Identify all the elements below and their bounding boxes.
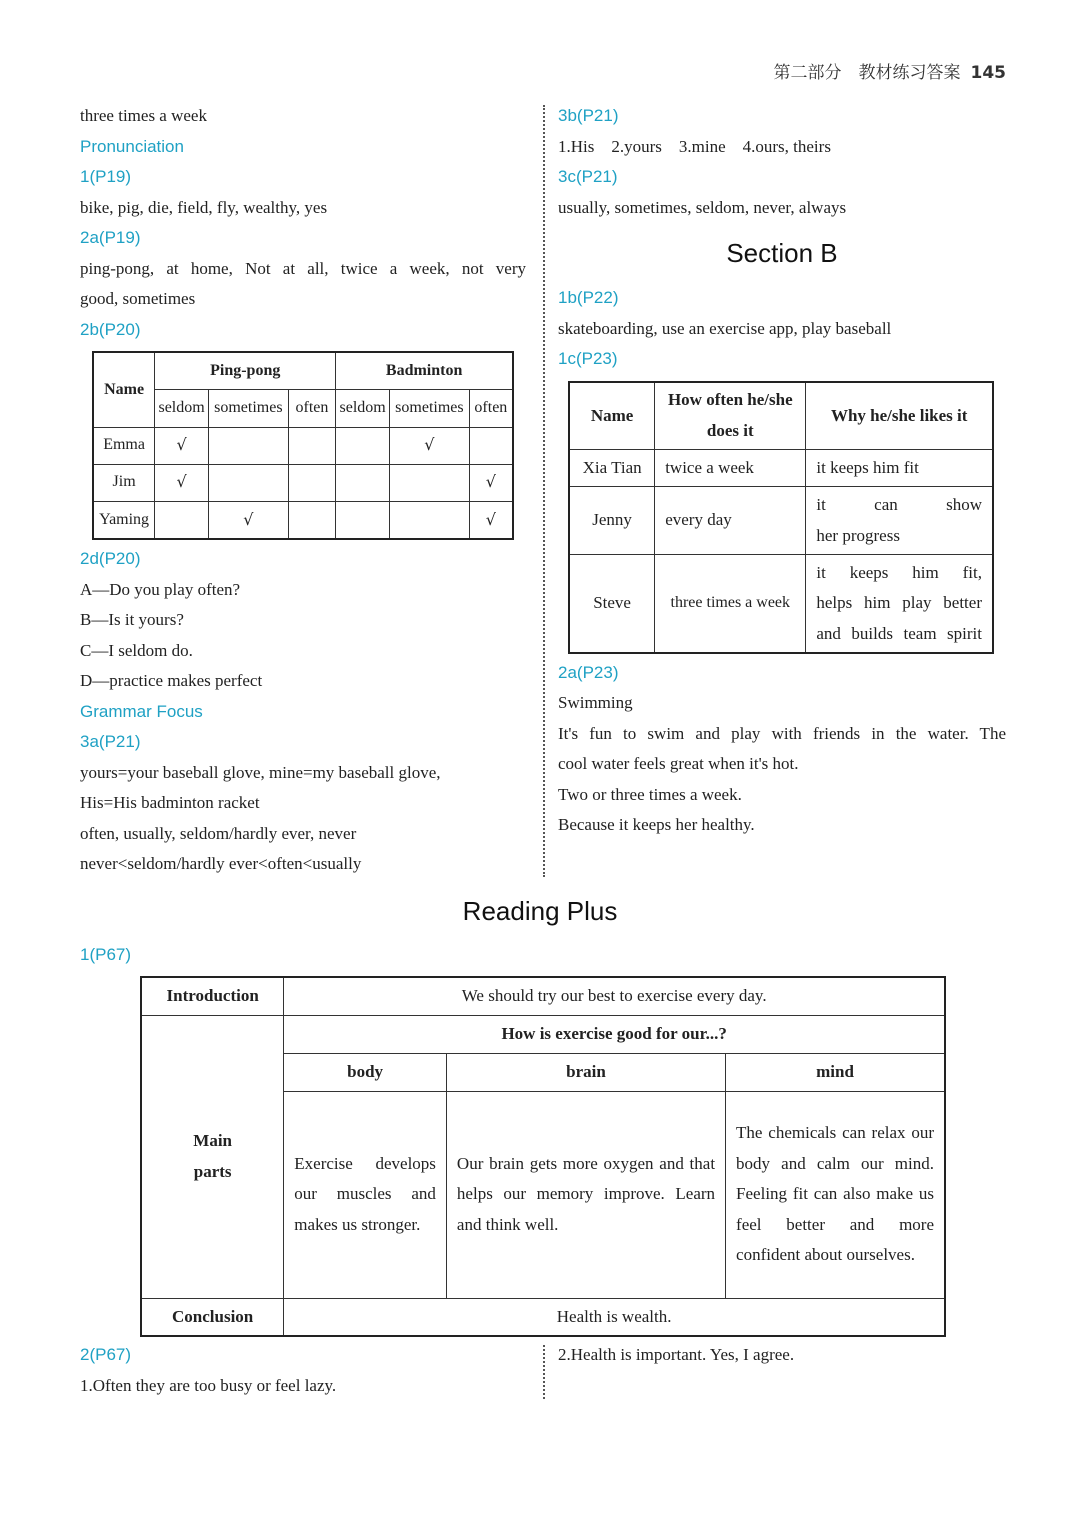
answer-line: D—practice makes perfect (80, 671, 263, 690)
table-subheader: sometimes (390, 389, 470, 427)
check-cell: √ (469, 501, 513, 539)
page-header (774, 58, 1007, 83)
question-header: How is exercise good for our...? (284, 1015, 945, 1053)
row-name: Xia Tian (569, 450, 655, 487)
exercise-heading: 3b(P21) (558, 106, 619, 125)
row-name: Jenny (569, 487, 655, 555)
answer-line: bike, pig, die, field, fly, wealthy, yes (80, 197, 328, 217)
answer-line: cool water feels great when it's hot. (558, 754, 799, 773)
subsection-heading: Pronunciation (80, 136, 184, 156)
table-row (93, 427, 513, 464)
table-row (93, 464, 513, 501)
answer-line: Swimming (558, 693, 633, 712)
column-brain: brain (446, 1053, 725, 1091)
section-title: Reading Plus (462, 896, 618, 926)
main-parts-label-2: parts (193, 1161, 232, 1181)
column-body: body (284, 1053, 447, 1091)
subsection-heading: Grammar Focus (80, 701, 203, 721)
answer-line: C—I seldom do. (80, 640, 193, 660)
table-header-often: How often he/she (667, 390, 793, 410)
conclusion-label: Conclusion (141, 1298, 284, 1336)
table-row (569, 555, 993, 653)
row-why-line: it keeps him fit, (816, 562, 982, 582)
exercise-heading: 2b(P20) (80, 319, 141, 339)
conclusion-text: Health is wealth. (284, 1298, 945, 1336)
body-text: Exercise develops our muscles and makes us stronger. (284, 1091, 447, 1298)
row-why-line: it can show (816, 495, 982, 514)
answer-line: never<seldom/hardly ever<often<usually (80, 854, 362, 873)
check-cell (288, 501, 336, 539)
check-cell: √ (390, 427, 470, 464)
answer-line: 1.Often they are too busy or feel lazy. (80, 1376, 337, 1395)
check-cell (288, 427, 336, 464)
answer-line: yours=your baseball glove, mine=my baseball glove, (80, 762, 441, 782)
brain-text: Our brain gets more oxygen and that helps our memory improve. Learn and think well. (446, 1091, 725, 1298)
check-cell (288, 464, 336, 501)
row-why-line: her progress (816, 525, 900, 545)
row-why-line: and builds team spirit (816, 623, 982, 643)
exercise-heading: 3a(P21) (80, 732, 141, 751)
right-column (558, 101, 1006, 841)
exercise-heading: 2a(P19) (80, 228, 141, 247)
section-title: Section B (726, 238, 838, 268)
answer-line: 1.His 2.yours 3.mine 4.ours, theirs (558, 136, 831, 156)
answer-line: 2.Health is important. Yes, I agree. (558, 1345, 795, 1364)
answer-line: good, sometimes (80, 289, 196, 308)
page-number: 145 (970, 63, 1006, 83)
exercise-heading: 2a(P23) (558, 662, 619, 682)
answer-line: skateboarding, use an exercise app, play baseball (558, 318, 892, 338)
exercise-heading: 2(P67) (80, 1345, 132, 1364)
check-cell: √ (155, 464, 209, 501)
check-cell (155, 501, 209, 539)
answer-line: often, usually, seldom/hardly ever, never (80, 823, 357, 843)
answer-line: A—Do you play often? (80, 579, 241, 599)
check-cell (469, 427, 513, 464)
mind-text: The chemicals can relax our body and calm our mind. Feeling fit can also make us feel better and more confident about ourselves. (726, 1091, 945, 1298)
check-cell (208, 427, 288, 464)
row-often: three times a week (655, 555, 806, 653)
row-name: Yaming (93, 501, 155, 539)
table-2b (92, 351, 514, 540)
exercise-heading: 2d(P20) (80, 549, 141, 568)
check-cell (336, 501, 390, 539)
table-subheader: seldom (155, 389, 209, 427)
check-cell (336, 427, 390, 464)
header-part: 第二部分 教材练习答案 (773, 63, 961, 83)
row-why: it keeps him fit (806, 450, 993, 487)
left-column (80, 101, 526, 880)
intro-label: Introduction (141, 977, 284, 1015)
check-cell (336, 464, 390, 501)
table-subheader: seldom (336, 389, 390, 427)
table-subheader: often (469, 389, 513, 427)
table-subheader: sometimes (208, 389, 288, 427)
exercise-heading: 1(P19) (80, 167, 132, 186)
check-cell (208, 464, 288, 501)
column-mind: mind (726, 1053, 945, 1091)
table-header-name: Name (569, 382, 655, 450)
table-header-name: Name (93, 352, 155, 427)
answer-line: B—Is it yours? (80, 610, 184, 629)
main-parts-label: Main (193, 1131, 233, 1150)
row-name: Emma (93, 427, 155, 464)
table-header-badminton: Badminton (336, 352, 513, 389)
table-header-why: Why he/she likes it (806, 382, 993, 450)
answer-line: Because it keeps her healthy. (558, 815, 755, 834)
answer-line: three times a week (80, 106, 207, 125)
table-header-pingpong: Ping-pong (155, 352, 336, 389)
exercise-heading: 1b(P22) (558, 288, 619, 307)
answer-line: ping-pong, at home, Not at all, twice a week, not very (80, 258, 526, 278)
check-cell: √ (208, 501, 288, 539)
column-divider (543, 1345, 545, 1399)
table-1c (568, 381, 994, 654)
answer-line: usually, sometimes, seldom, never, always (558, 197, 847, 217)
reading-plus-section (0, 893, 1080, 1395)
row-often: every day (655, 487, 806, 555)
check-cell: √ (155, 427, 209, 464)
row-name: Steve (569, 555, 655, 653)
answer-line: It's fun to swim and play with friends in the water. The (558, 723, 1006, 743)
exercise-heading: 1(P67) (80, 945, 132, 964)
intro-text: We should try our best to exercise every day. (284, 977, 945, 1015)
table-row (569, 450, 993, 487)
answer-line: Two or three times a week. (558, 784, 742, 804)
exercise-heading: 3c(P21) (558, 167, 618, 186)
exercise-heading: 1c(P23) (558, 349, 618, 368)
column-divider (543, 105, 545, 877)
row-why-line: helps him play better (816, 593, 982, 612)
reading-table (140, 976, 946, 1337)
check-cell (390, 464, 470, 501)
answer-line: His=His badminton racket (80, 793, 260, 812)
table-header-often-2: does it (706, 420, 754, 440)
table-row (569, 487, 993, 555)
table-subheader: often (288, 389, 336, 427)
row-often: twice a week (655, 450, 806, 487)
check-cell: √ (469, 464, 513, 501)
row-name: Jim (93, 464, 155, 501)
table-row (93, 501, 513, 539)
check-cell (390, 501, 470, 539)
